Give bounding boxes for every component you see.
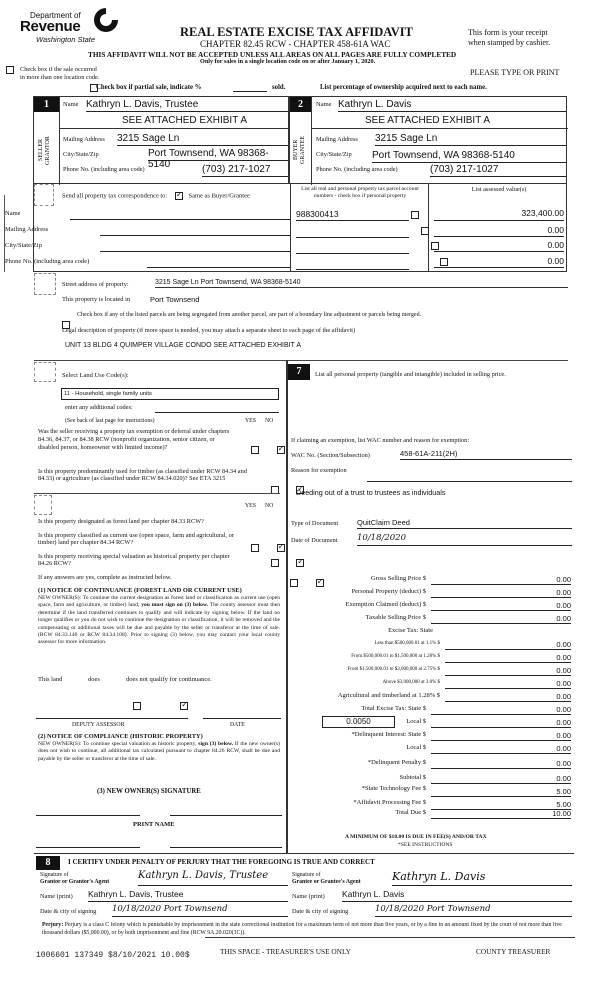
treasurer-use-label: THIS SPACE - TREASURER'S USE ONLY xyxy=(220,947,351,956)
buyer-phone-label: Phone No. (including area code) xyxy=(316,166,398,173)
deputy-assessor-date-field[interactable] xyxy=(203,718,281,719)
value-header: List assessed value(s) xyxy=(471,186,527,193)
grantor-name-label: Name (print) xyxy=(40,893,73,900)
exemption-claimed-row: Exemption Claimed (deduct) $ 0.00 xyxy=(345,601,571,610)
corr-phone-label: Phone No. (including area code) xyxy=(5,258,90,265)
tier-1-row: Less than $500,000.01 at 1.1% $ 0.00 xyxy=(374,640,571,649)
seller-mailing-label: Mailing Address xyxy=(63,136,105,143)
segregated-label: Check box if any of the listed parcels are being segregated from another parcel, are part of a boundary line adjustment or parcels being merged. xyxy=(77,312,422,318)
buyer-name-field[interactable]: Kathryn L. Davis xyxy=(338,99,566,112)
assessed-value-field[interactable]: 0.00 xyxy=(434,256,564,268)
no-header: NO xyxy=(265,418,274,424)
seller-name-label: Name xyxy=(63,101,79,108)
forest-land-question: Is this property designated as forest land per chapter 84.33 RCW? xyxy=(38,518,204,525)
minimum-due-note: A MINIMUM OF $10.00 IS DUE IN FEE(S) AND/OR TAX xyxy=(345,834,487,840)
seller-phone-label: Phone No. (including area code) xyxy=(63,166,145,173)
assessed-value-field[interactable]: 0.00 xyxy=(434,225,564,237)
gross-selling-price-row: Gross Selling Price $ 0.00 xyxy=(370,575,571,584)
notice-compliance-title: (2) NOTICE OF COMPLIANCE (HISTORIC PROPERTY) xyxy=(38,733,203,740)
parcel-number-field[interactable]: 988300413 xyxy=(296,209,409,221)
form-warning: THIS AFFIDAVIT WILL NOT BE ACCEPTED UNLESS ALL AREAS ON ALL PAGES ARE FULLY COMPLETED xyxy=(88,50,457,59)
buyer-city-label: City/State/Zip xyxy=(316,151,352,158)
parcel-number-field[interactable] xyxy=(296,269,409,270)
delinquent-interest-state-row: *Delinquent Interest: State $ 0.00 xyxy=(351,731,571,740)
corr-mailing-field[interactable] xyxy=(100,235,290,236)
land-use-label: Select Land Use Code(s): xyxy=(62,372,129,379)
grantee-sig-label-1: Signature of xyxy=(292,872,321,878)
certify-statement: I CERTIFY UNDER PENALTY OF PERJURY THAT THE FOREGOING IS TRUE AND CORRECT xyxy=(68,858,375,866)
local-rate-field[interactable]: 0.0050 xyxy=(322,716,395,728)
buyer-section xyxy=(289,96,567,184)
current-use-no-checkbox[interactable] xyxy=(296,559,304,567)
personal-property-label: List all personal property (tangible and intangible) included in selling price. xyxy=(315,371,506,378)
please-type: PLEASE TYPE OR PRINT xyxy=(470,68,560,77)
section-2-number: 2 xyxy=(290,97,311,112)
dor-swoosh-logo-icon xyxy=(92,6,120,34)
grantee-signature-field[interactable]: Kathryn L. Davis xyxy=(392,870,572,886)
receipt-note-1: This form is your receipt xyxy=(468,28,548,37)
reason-field[interactable]: Deeding out of a trust to trustees as individuals xyxy=(296,488,446,497)
grantee-sig-label-2: Grantee or Grantee's Agent xyxy=(292,879,361,885)
section-4-marker xyxy=(34,273,56,295)
tier-4-row: Above $3,000,000 at 3.0% $ 0.00 xyxy=(382,679,571,688)
corr-mailing-label: Mailing Address xyxy=(5,226,49,233)
correspondence-section xyxy=(5,184,567,272)
assessed-value-field[interactable]: 0.00 xyxy=(434,240,564,252)
grantor-sig-label-1: Signature of xyxy=(40,872,69,878)
partial-sale-label: Check box if partial sale, indicate % xyxy=(96,84,202,91)
grantor-date-field[interactable]: 10/18/2020 Port Townsend xyxy=(112,904,288,917)
doc-date-field[interactable]: 10/18/2020 xyxy=(357,533,572,546)
parcel-number-field[interactable] xyxy=(296,237,409,238)
section-8-number: 8 xyxy=(36,856,60,870)
buyer-side-label: BUYER GRANTEE xyxy=(293,136,306,164)
buyer-phone-field[interactable]: (703) 217-1027 xyxy=(430,164,566,177)
new-owner-signature-field-1[interactable] xyxy=(36,815,140,816)
corr-name-field[interactable] xyxy=(70,219,290,220)
tier-2-row: From $500,000.01 to $1,500,000 at 1.28% $ 0.00 xyxy=(351,653,571,662)
seller-section xyxy=(33,96,289,184)
notice-continuance-title: (1) NOTICE OF CONTINUANCE (FOREST LAND OR CURRENT USE) xyxy=(38,587,242,594)
send-correspondence-label: Send all property tax correspondence to: ✓ Same as Buyer/Grantee xyxy=(62,192,250,200)
exemption-no-checkbox[interactable] xyxy=(277,446,285,454)
timber-question: Is this property predominantly used for timber (as classified under RCW 84.34 and 84.33) or agriculture (as classified under RCW 84.34.020)? See ETA 3215 xyxy=(38,468,247,482)
doc-type-field[interactable]: QuitClaim Deed xyxy=(357,518,572,529)
new-owner-signature-field-2[interactable] xyxy=(170,815,282,816)
print-name-field-2[interactable] xyxy=(170,847,282,848)
print-name-label: PRINT NAME xyxy=(133,821,175,828)
legal-label: Legal description of property (if more space is needed, you may attach a separate sheet to each page of the affidavit) xyxy=(62,327,356,334)
this-land-label: This land xyxy=(38,676,63,683)
historic-question: Is this property receiving special valuation as historical property per chapter 84.26 RCW? xyxy=(38,553,230,567)
section-5-marker xyxy=(34,362,56,382)
receipt-note-2: when stamped by cashier. xyxy=(468,38,551,47)
yes-header: YES xyxy=(245,503,256,509)
reason-field-line[interactable] xyxy=(367,481,572,482)
deputy-assessor-signature-field[interactable] xyxy=(36,718,188,719)
corr-city-field[interactable] xyxy=(100,251,290,252)
seller-mailing-field[interactable]: 3215 Sage Ln xyxy=(117,133,288,146)
assessed-value-field[interactable]: 323,400.00 xyxy=(434,208,564,221)
seller-city-label: City/State/Zip xyxy=(63,151,99,158)
header xyxy=(0,0,600,91)
if-yes-note: If any answers are yes, complete as instructed below. xyxy=(38,574,172,581)
additional-codes-label: enter any additional codes: xyxy=(65,404,133,411)
does-label: does xyxy=(88,676,100,683)
total-excise-state-row: Total Excise Tax: State $ 0.00 xyxy=(361,705,571,714)
affidavit-processing-fee-row: *Affidavit Processing Fee $ 5.00 xyxy=(353,799,571,809)
notice-continuance-text: NEW OWNER(S): To continue the current designation as forest land or classification as current use (open space, farm and agriculture, or timber) land, you must sign on (3) below. The county assessor must then determine if the land transferred continues to qualify and will indicate by signing below. If the land no longer qualifies or you do not wish to continue the designation or classification, it will be removed and the compensating or additional taxes will be due and payable by the seller or transferor at the time of sale. (RCW 84.33.140 or RCW 84.34.108). Prior to signing (3) below, you may contact your local county assessor for more information. xyxy=(38,595,280,646)
section-6-marker xyxy=(34,495,52,515)
logo-dept: Department of xyxy=(30,11,81,20)
forest-land-no-checkbox[interactable] xyxy=(277,544,285,552)
ownership-note: List percentage of ownership acquired next to each name. xyxy=(320,84,487,91)
logo-state: Washington State xyxy=(36,35,96,44)
forest-land-yes-checkbox[interactable] xyxy=(251,544,259,552)
no-header: NO xyxy=(265,503,274,509)
seller-phone-field[interactable]: (703) 217-1027 xyxy=(202,164,288,177)
does-not-qualify-checkbox[interactable] xyxy=(180,702,188,710)
total-due-row: Total Due $ 10.00 xyxy=(395,809,571,818)
seller-name-line2[interactable]: SEE ATTACHED EXHIBIT A xyxy=(122,115,248,126)
current-use-question: Is this property classified as current use (open space, farm and agricultural, or timber) land per chapter 84.34 RCW? xyxy=(38,532,234,546)
deputy-assessor-label: DEPUTY ASSESSOR xyxy=(72,722,125,728)
partial-sale-percent-field[interactable] xyxy=(233,91,267,92)
does-qualify-checkbox[interactable] xyxy=(133,702,141,710)
grantor-date-label: Date & city of signing xyxy=(40,908,97,915)
print-name-field-1[interactable] xyxy=(36,847,140,848)
grantee-date-label: Date & city of signing xyxy=(292,908,349,915)
form-title: REAL ESTATE EXCISE TAX AFFIDAVIT xyxy=(180,25,413,39)
doc-date-label: Date of Document xyxy=(291,537,338,544)
buyer-mailing-label: Mailing Address xyxy=(316,136,358,143)
see-back-note: (See back of last page for instructions) xyxy=(65,418,155,424)
same-as-buyer-checkbox[interactable] xyxy=(175,192,183,200)
date-label: DATE xyxy=(230,722,245,728)
delinquent-interest-local-row: Local $ 0.00 xyxy=(406,744,571,753)
buyer-name-line2[interactable]: SEE ATTACHED EXHIBIT A xyxy=(365,115,491,126)
exemption-question: Was the seller receiving a property tax exemption or deferral under chapters 84.36, 84.37, or 84.38 RCW (nonprofit organization, senior citizen, or disabled person, homeowner with limited income)? xyxy=(38,428,230,451)
perjury-notice: Perjury: Perjury is a class C felony which is punishable by imprisonment in the state correctional institution for a maximum term of not more than five years, or by a fine in an amount fixed by the court of not more than five thousand dollars ($5,000.00), or by both imprisonment and fine (RCW 9A.20.020(1C)). xyxy=(42,922,562,936)
located-field[interactable]: Port Townsend xyxy=(150,295,200,304)
subtotal-row: Subtotal $ 0.00 xyxy=(399,774,571,783)
grantor-name-field[interactable]: Kathryn L. Davis, Trustee xyxy=(88,889,288,902)
street-field[interactable]: 3215 Sage Ln Port Townsend, WA 98368-5140 xyxy=(155,279,568,288)
grantee-date-field[interactable]: 10/18/2020 Port Townsend xyxy=(375,904,572,917)
buyer-city-field[interactable]: Port Townsend, WA 98368-5140 xyxy=(372,150,566,163)
additional-codes-field[interactable] xyxy=(155,412,279,413)
personal-property-checkbox[interactable] xyxy=(411,211,419,219)
doc-type-label: Type of Document xyxy=(291,520,339,527)
current-use-yes-checkbox[interactable] xyxy=(271,559,279,567)
excise-tax-state-heading: Excise Tax: State xyxy=(388,627,433,634)
multi-location-label-1: Check box if the sale occurred xyxy=(20,66,97,73)
corr-phone-field[interactable] xyxy=(147,267,290,268)
grantor-sig-label-2: Grantor or Grantor's Agent xyxy=(40,879,110,885)
see-instructions-note: *SEE INSTRUCTIONS xyxy=(398,842,453,848)
seller-name-field[interactable]: Kathryn L. Davis, Trustee xyxy=(86,99,288,112)
exemption-claim-label: If claiming an exemption, list WAC number and reason for exemption: xyxy=(291,437,470,444)
land-use-select[interactable]: 11 - Household, single family units xyxy=(61,388,279,400)
wac-field[interactable]: 458-61A-211(2H) xyxy=(400,449,572,460)
exemption-yes-checkbox[interactable] xyxy=(251,446,259,454)
street-label: Street address of property: xyxy=(62,281,129,288)
reason-label: Reason for exemption xyxy=(291,467,347,474)
grantee-name-field[interactable]: Kathryn L. Davis xyxy=(342,889,572,902)
grantor-signature-field[interactable]: Kathryn L. Davis, Trustee xyxy=(138,870,288,886)
parcel-number-field[interactable] xyxy=(296,253,409,254)
seller-city-field[interactable]: Port Townsend, WA 98368-5140 xyxy=(148,148,288,161)
yes-header: YES xyxy=(245,418,256,424)
multi-location-label-2: in more than one location code. xyxy=(20,74,100,81)
wac-label: WAC No. (Section/Subsection) xyxy=(291,452,370,459)
seller-side-label: SELLER GRANTOR xyxy=(38,136,51,165)
multi-location-checkbox[interactable] xyxy=(6,66,14,74)
legal-field[interactable]: UNIT 13 BLDG 4 QUIMPER VILLAGE CONDO SEE ATTACHED EXHIBIT A xyxy=(65,342,301,349)
form-chapter: CHAPTER 82.45 RCW - CHAPTER 458-61A WAC xyxy=(200,39,391,49)
notice-compliance-text: NEW OWNER(S): To continue special valuation as historic property, sign (3) below. If the new owner(s) does not wish to continue, all additional tax calculated pursuant to chapter 84.26 RCW, shall be due and payable by the seller or transferor at the time of sale. xyxy=(38,741,280,762)
grantee-name-label: Name (print) xyxy=(292,893,325,900)
corr-city-label: City/State/Zip xyxy=(5,242,42,249)
new-owner-signature-title: (3) NEW OWNER(S) SIGNATURE xyxy=(97,788,201,795)
partial-sale-sold: sold. xyxy=(272,84,286,91)
agricultural-row: Agricultural and timberland at 1.28% $ 0.00 xyxy=(337,692,571,701)
section-1-number: 1 xyxy=(34,97,59,112)
local-tax-row: 0.0050 Local $ 0.00 xyxy=(288,718,573,730)
cashier-stamp: 1006601 137349 $8/10/2021 10.00$ xyxy=(36,951,190,960)
buyer-mailing-field[interactable]: 3215 Sage Ln xyxy=(375,133,566,146)
personal-property-row: Personal Property (deduct) $ 0.00 xyxy=(351,588,571,597)
logo-revenue: Revenue xyxy=(20,18,81,35)
does-not-label: does not qualify for continuance. xyxy=(126,676,212,683)
located-label: This property is located in xyxy=(62,296,131,303)
state-technology-fee-row: *State Technology Fee $ 5.00 xyxy=(361,785,571,796)
personal-property-checkbox[interactable] xyxy=(421,227,429,235)
section-7-number: 7 xyxy=(288,364,310,380)
corr-name-label: Name xyxy=(5,210,21,217)
parcel-header: List all real and personal property tax parcel account numbers - check box if personal property xyxy=(301,186,419,199)
delinquent-penalty-row: *Delinquent Penalty $ 0.00 xyxy=(367,759,571,768)
buyer-name-label: Name xyxy=(316,101,332,108)
section-3-marker xyxy=(34,184,54,206)
form-only-for: Only for sales in a single location code on or after January 1, 2020. xyxy=(200,58,376,65)
taxable-selling-price-row: Taxable Selling Price $ 0.00 xyxy=(365,614,571,623)
county-treasurer-label: COUNTY TREASURER xyxy=(476,947,551,956)
tier-3-row: From $1,500,000.01 to $3,000,000 at 2.75% $ 0.00 xyxy=(347,666,571,675)
